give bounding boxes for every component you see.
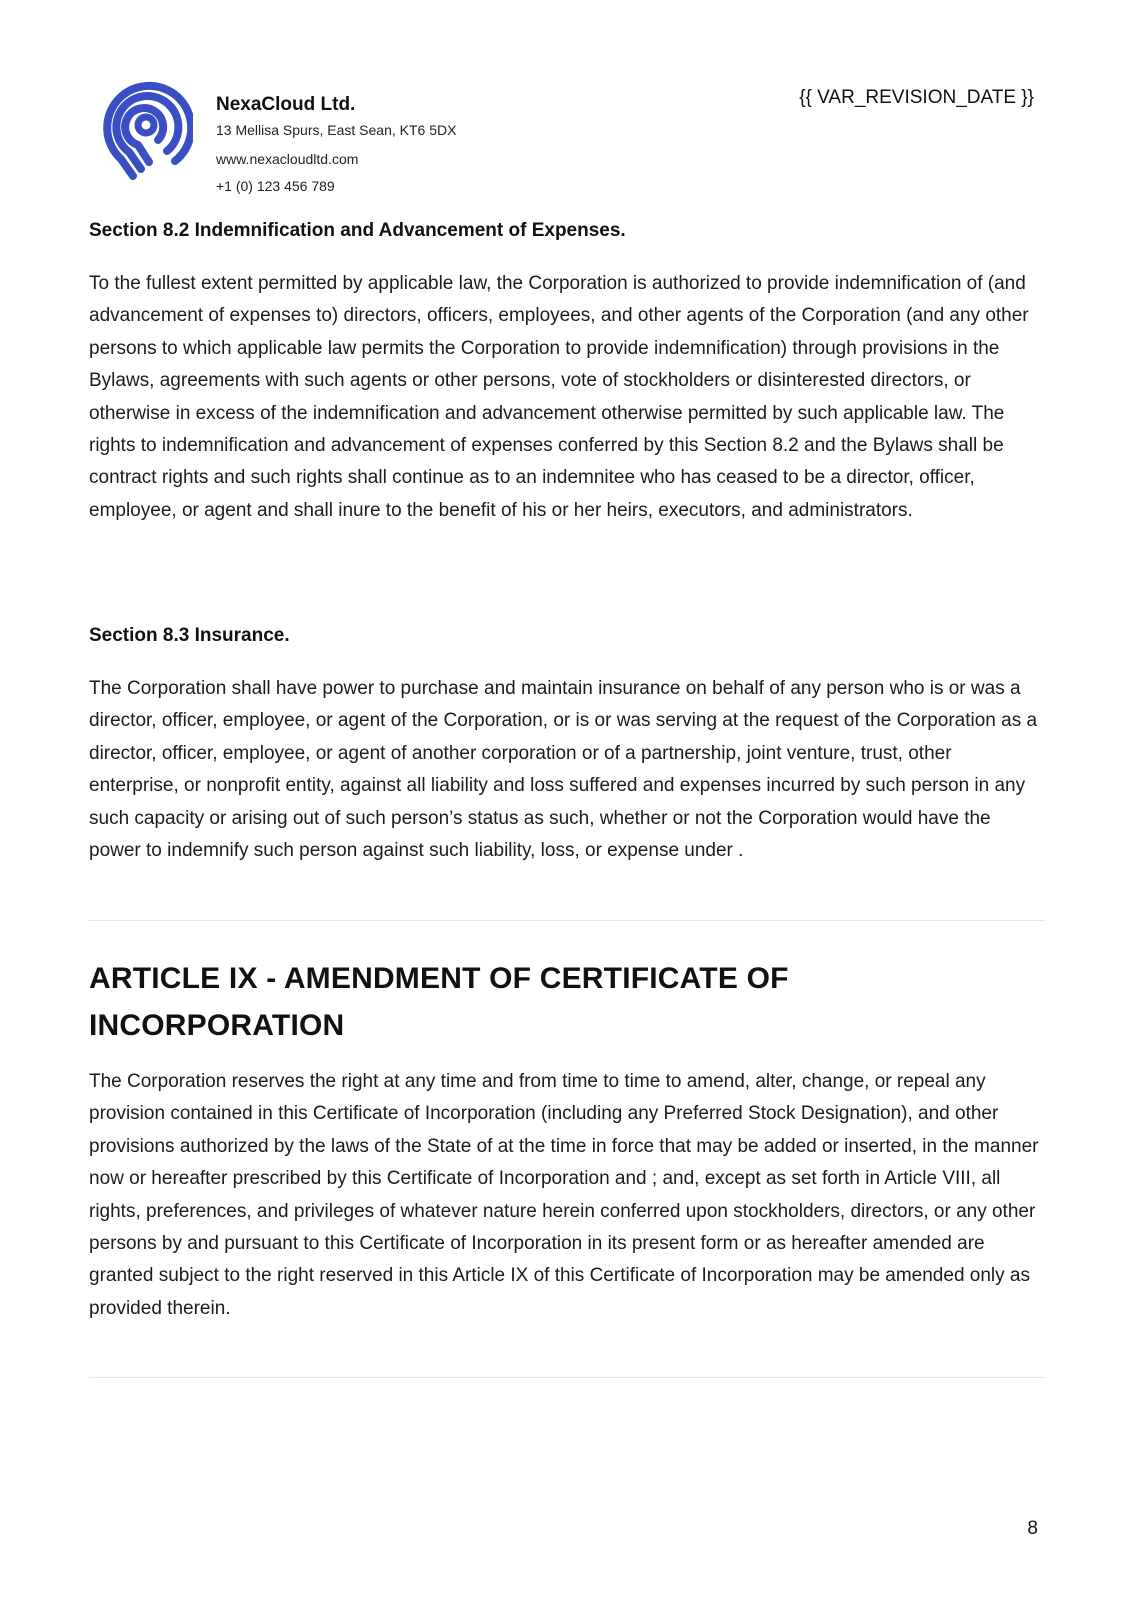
section-heading: Section 8.3 Insurance.: [89, 625, 290, 646]
company-address: 13 Mellisa Spurs, East Sean, KT6 5DX: [216, 122, 457, 138]
section-heading: Section 8.2 Indemnification and Advancement of Expenses.: [89, 220, 626, 241]
page-number: 8: [1027, 1518, 1038, 1539]
section-8-3-body: [89, 673, 1045, 867]
nexacloud-logo-icon: [99, 79, 193, 182]
company-phone: +1 (0) 123 456 789: [216, 178, 335, 194]
section-8-2: [89, 218, 1045, 244]
company-info: [216, 94, 456, 194]
section-paragraph: The Corporation shall have power to purchase and maintain insurance on behalf of any person who is or was a director, officer, employee, or agent of the Corporation, or is or was serving at the request of the Corporation as a director, officer, employee, or agent of another corporation or of a partnership, joint venture, trust, other enterprise, or nonprofit entity, against all liability and loss suffered and expenses incurred by such person in any such capacity or arising out of such person’s status as such, whether or not the Corporation would have the power to indemnify such person against such liability, loss, or expense under .: [89, 678, 1038, 862]
company-website[interactable]: www.nexacloudltd.com: [216, 151, 359, 167]
article-ix: [89, 955, 1045, 1049]
company-name: NexaCloud Ltd.: [216, 94, 356, 115]
divider: [89, 1377, 1045, 1378]
section-8-3: [89, 623, 1045, 649]
article-paragraph: The Corporation reserves the right at any time and from time to time to amend, alter, change, or repeal any provision contained in this Certificate of Incorporation (including any Preferred Stock Designation), and other provisions authorized by the laws of the State of at the time in force that may be added or inserted, in the manner now or hereafter prescribed by this Certificate of Incorporation and ; and, except as set forth in Article VIII, all rights, preferences, and privileges of whatever nature herein conferred upon stockholders, directors, or any other persons by and pursuant to this Certificate of Incorporation in its present form or as hereafter amended are granted subject to the right reserved in this Article IX of this Certificate of Incorporation may be amended only as provided therein.: [89, 1071, 1039, 1319]
article-ix-body: [89, 1066, 1045, 1325]
article-heading: ARTICLE IX - AMENDMENT OF CERTIFICATE OF INCORPORATION: [89, 962, 789, 1042]
revision-date: {{ VAR_REVISION_DATE }}: [799, 87, 1034, 108]
section-8-2-body: [89, 268, 1045, 527]
section-paragraph: To the fullest extent permitted by applicable law, the Corporation is authorized to provide indemnification of (and advancement of expenses to) directors, officers, employees, and other agents of the Corporation (and any other persons to which applicable law permits the Corporation to provide indemnification) through provisions in the Bylaws, agreements with such agents or other persons, vote of stockholders or disinterested directors, or otherwise in excess of the indemnification and advancement otherwise permitted by such applicable law. The rights to indemnification and advancement of expenses conferred by this Section 8.2 and the Bylaws shall be contract rights and such rights shall continue as to an indemnitee who has ceased to be a director, officer, employee, or agent and shall inure to the benefit of his or her heirs, executors, and administrators.: [89, 273, 1029, 521]
divider: [89, 920, 1045, 921]
